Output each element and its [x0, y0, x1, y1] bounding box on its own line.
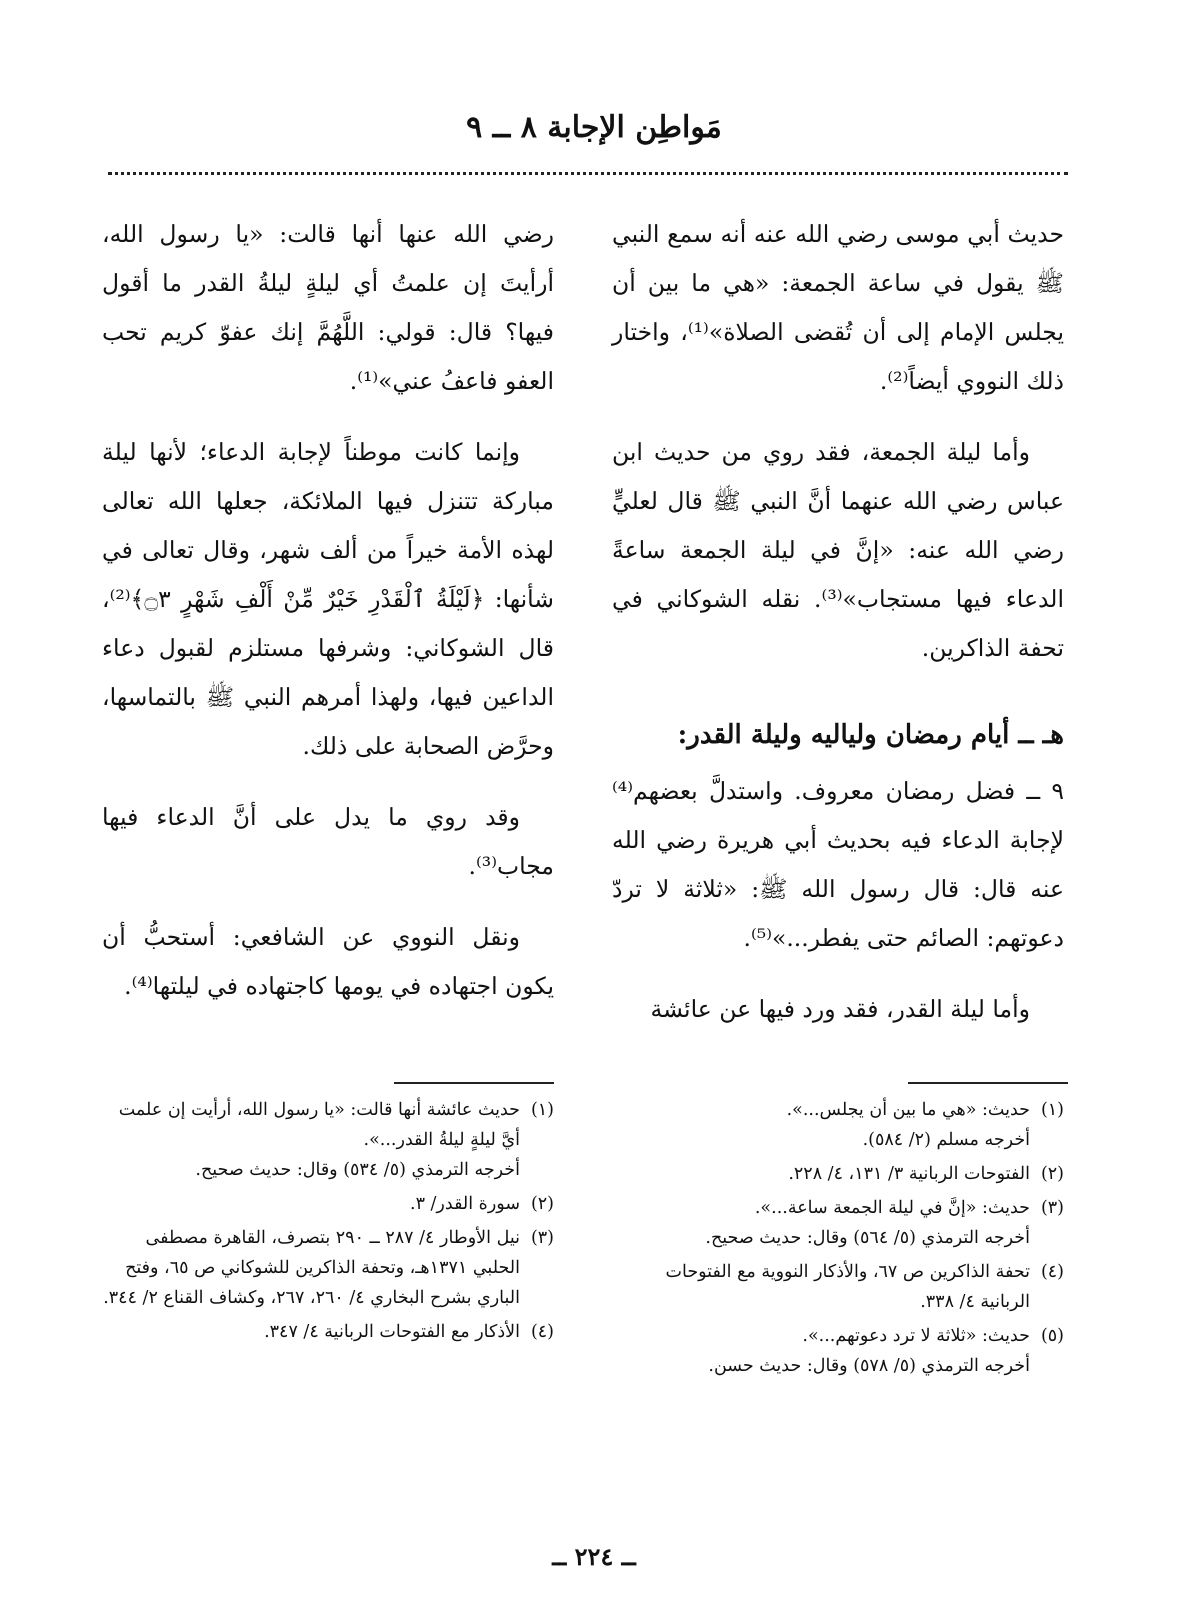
paragraph: وإنما كانت موطناً لإجابة الدعاء؛ لأنها ليلة مباركة تتنزل فيها الملائكة، جعلها الله تعالى لهذه الأمة خيراً من ألف شهر، وقال تعالى في شأنها: ﴿لَيْلَةُ ٱلْقَدْرِ خَيْرٌ مِّنْ أَلْفِ شَهْرٍ ۝٣﴾⁽²⁾، قال الشوكاني: وشرفها مستلزم لقبول دعاء الداعين فيها، ولهذا أمرهم النبي ﷺ بالتماسها، وحرَّض الصحابة على ذلك.: [102, 438, 554, 760]
footnote-number: (٤): [530, 1322, 554, 1342]
footnote-line: أخرجه الترمذي (٥/ ٥٦٤) وقال: حديث صحيح.: [705, 1228, 1030, 1248]
paragraph: وأما ليلة الجمعة، فقد روي من حديث ابن عباس رضي الله عنهما أنَّ النبي ﷺ قال لعليٍّ رضي الله عنه: «إنَّ في ليلة الجمعة ساعةً الدعاء فيها مستجاب»⁽³⁾. نقله الشوكاني في تحفة الذاكرين.: [612, 438, 1064, 662]
footnote-line: أخرجه مسلم (٢/ ٥٨٤).: [862, 1130, 1030, 1150]
footnote-number: (٣): [1040, 1198, 1064, 1218]
footnote: [612, 1321, 1064, 1381]
paragraph: ٩ ــ فضل رمضان معروف. واستدلَّ بعضهم⁽⁴⁾ لإجابة الدعاء فيه بحديث أبي هريرة رضي الله عنه قال: قال رسول الله ﷺ: «ثلاثة لا تردّ دعوتهم: الصائم حتى يفطر...»⁽⁵⁾.: [612, 777, 1064, 952]
footnote-number: (١): [1040, 1100, 1064, 1120]
right-column: [612, 210, 1064, 1056]
paragraph: حديث أبي موسى رضي الله عنه أنه سمع النبي ﷺ يقول في ساعة الجمعة: «هي ما بين أن يجلس الإمام إلى أن تُقضى الصلاة»⁽¹⁾، واختار ذلك النووي أيضاً⁽²⁾.: [612, 220, 1064, 395]
footnote-line: الفتوحات الربانية ٣/ ١٣١، ٤/ ٢٢٨.: [788, 1164, 1030, 1184]
footnote-line: نيل الأوطار ٤/ ٢٨٧ ــ ٢٩٠ بتصرف، القاهرة مصطفى الحلبي ١٣٧١هـ، وتحفة الذاكرين للشوكاني ص ٦٥، وفتح الباري بشرح البخاري ٤/ ٢٦٠، ٢٦٧، وكشاف القناع ٢/ ٣٤٤.: [103, 1228, 520, 1308]
footnote-separator: [394, 1082, 554, 1084]
footnote-line: سورة القدر/ ٣.: [409, 1194, 520, 1214]
footnote: [102, 1317, 554, 1347]
footnote: [102, 1095, 554, 1185]
paragraph: وأما ليلة القدر، فقد ورد فيها عن عائشة: [650, 995, 1030, 1023]
footnote-line: حديث: «ثلاثة لا ترد دعوتهم...».: [802, 1326, 1030, 1346]
section-heading: هـ ــ أيام رمضان ولياليه وليلة القدر:: [677, 720, 1064, 750]
footnote: [612, 1159, 1064, 1189]
paragraph: وقد روي ما يدل على أنَّ الدعاء فيها مجاب⁽³⁾.: [102, 803, 554, 880]
footnote-line: حديث: «إنَّ في ليلة الجمعة ساعة...».: [754, 1198, 1030, 1218]
footnote-line: تحفة الذاكرين ص ٦٧، والأذكار النووية مع الفتوحات الربانية ٤/ ٣٣٨.: [665, 1262, 1030, 1312]
footnote-number: (١): [530, 1100, 554, 1120]
footnote-separator: [908, 1082, 1068, 1084]
footnote: [102, 1223, 554, 1313]
footnote-number: (٥): [1040, 1326, 1064, 1346]
footnote: [102, 1189, 554, 1219]
footnote-number: (٤): [1040, 1262, 1064, 1282]
footnote-number: (٢): [530, 1194, 554, 1214]
dotted-header-rule: [108, 172, 1068, 175]
paragraph: رضي الله عنها أنها قالت: «يا رسول الله، أرأيتَ إن علمتُ أي ليلةٍ ليلةُ القدر ما أقول فيها؟ قال: قولي: اللَّهُمَّ إنك عفوّ كريم تحب العفو فاعفُ عني»⁽¹⁾.: [102, 220, 554, 395]
footnote: [612, 1095, 1064, 1155]
footnote-line: حديث عائشة أنها قالت: «يا رسول الله، أرأيت إن علمت أيَّ ليلةٍ ليلةُ القدر...».: [118, 1100, 520, 1150]
footnotes-left: [102, 1095, 554, 1351]
footnote-line: أخرجه الترمذي (٥/ ٥٧٨) وقال: حديث حسن.: [708, 1356, 1030, 1376]
footnote-number: (٢): [1040, 1164, 1064, 1184]
footnote-line: الأذكار مع الفتوحات الربانية ٤/ ٣٤٧.: [264, 1322, 520, 1342]
footnote-number: (٣): [530, 1228, 554, 1248]
running-head: مَواطِن الإجابة ٨ ــ ٩: [466, 110, 722, 145]
footnote: [612, 1193, 1064, 1253]
paragraph: ونقل النووي عن الشافعي: أستحبُّ أن يكون اجتهاده في يومها كاجتهاده في ليلتها⁽⁴⁾.: [102, 923, 554, 1000]
page-number: ــ ٢٢٤ ــ: [552, 1542, 636, 1571]
footnote: [612, 1257, 1064, 1317]
footnote-line: أخرجه الترمذي (٥/ ٥٣٤) وقال: حديث صحيح.: [195, 1160, 520, 1180]
footnote-line: حديث: «هي ما بين أن يجلس...».: [786, 1100, 1030, 1120]
footnotes-right: [612, 1095, 1064, 1385]
left-column: [102, 210, 554, 1033]
